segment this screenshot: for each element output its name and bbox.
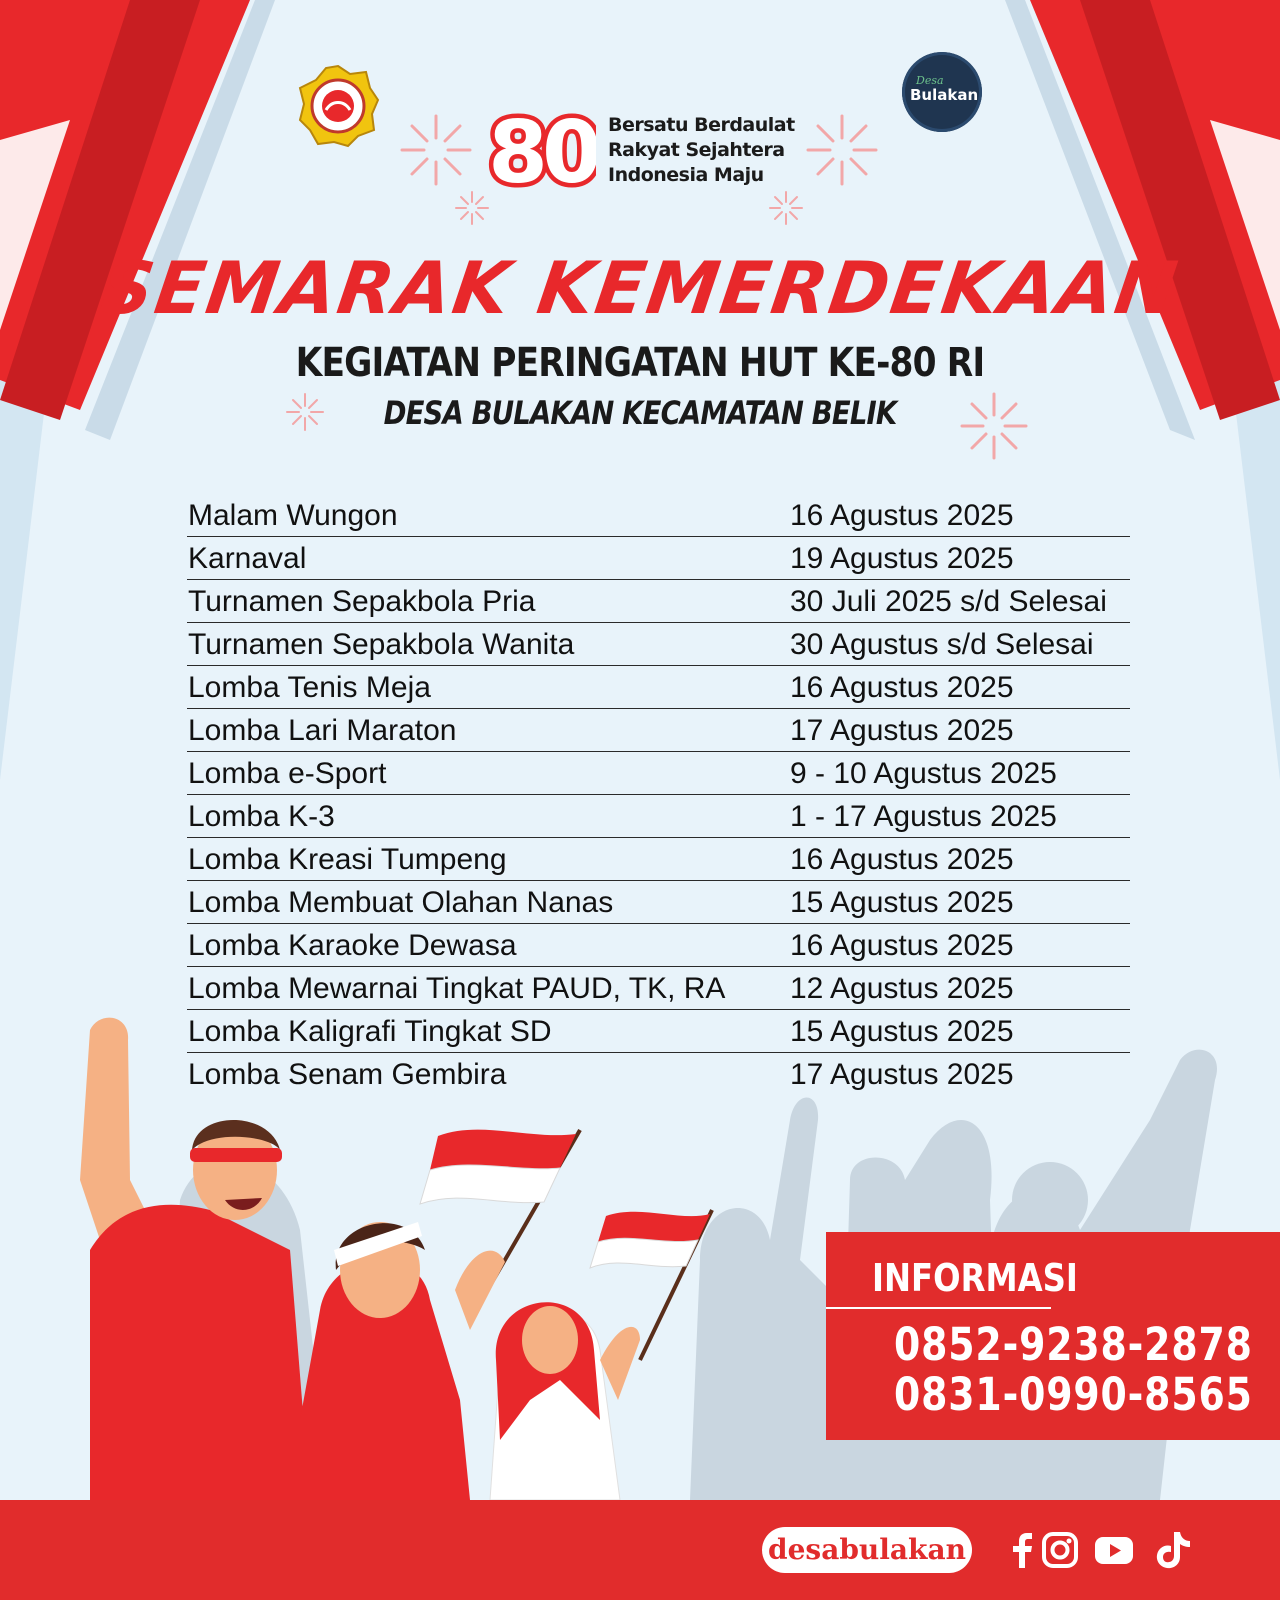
event-name: Turnamen Sepakbola Wanita [188, 628, 575, 661]
event-schedule [187, 494, 1130, 1095]
event-name: Lomba K-3 [188, 800, 335, 833]
schedule-row [187, 881, 1130, 924]
instagram-icon[interactable] [1038, 1528, 1082, 1572]
subtitle: KEGIATAN PERINGATAN HUT KE-80 RI [295, 340, 985, 386]
event-date: 17 Agustus 2025 [790, 714, 1014, 747]
schedule-row [187, 709, 1130, 752]
schedule-row [187, 795, 1130, 838]
schedule-row [187, 838, 1130, 881]
event-date: 16 Agustus 2025 [790, 843, 1014, 876]
event-date: 1 - 17 Agustus 2025 [790, 800, 1057, 833]
schedule-row [187, 1010, 1130, 1053]
event-name: Malam Wungon [188, 499, 398, 532]
schedule-row [187, 924, 1130, 967]
event-name: Lomba Lari Maraton [188, 714, 457, 747]
event-name: Lomba Karaoke Dewasa [188, 929, 517, 962]
footer-bar [0, 1500, 1280, 1600]
youtube-icon[interactable] [1092, 1528, 1136, 1572]
slogan-line: Bersatu Berdaulat [608, 114, 795, 136]
slogan-line: Indonesia Maju [608, 164, 764, 186]
schedule-row [187, 752, 1130, 795]
event-date: 16 Agustus 2025 [790, 499, 1014, 532]
event-name: Lomba Kaligrafi Tingkat SD [188, 1015, 552, 1048]
event-date: 12 Agustus 2025 [790, 972, 1014, 1005]
main-title: SEMARAK KEMERDEKAAN [96, 246, 1184, 330]
schedule-row [187, 666, 1130, 709]
info-divider [826, 1307, 1051, 1309]
event-date: 30 Juli 2025 s/d Selesai [790, 585, 1107, 618]
schedule-row [187, 623, 1130, 666]
regency-emblem-icon [296, 64, 380, 148]
phone-number: 0831-0990-8565 [894, 1368, 1253, 1421]
logo-name-text: Bulakan [910, 86, 979, 104]
event-date: 16 Agustus 2025 [790, 929, 1014, 962]
social-handle[interactable]: desabulakan [762, 1527, 972, 1573]
slogan-line: Rakyat Sejahtera [608, 139, 785, 161]
schedule-row [187, 537, 1130, 580]
location-subtitle: DESA BULAKAN KECAMATAN BELIK [383, 394, 897, 432]
event-name: Lomba Membuat Olahan Nanas [188, 886, 614, 919]
schedule-row [187, 494, 1130, 537]
desa-bulakan-logo [902, 52, 982, 132]
event-date: 30 Agustus s/d Selesai [790, 628, 1094, 661]
event-date: 15 Agustus 2025 [790, 886, 1014, 919]
event-name: Turnamen Sepakbola Pria [188, 585, 536, 618]
logo-80-text: 80 [488, 106, 596, 194]
event-date: 9 - 10 Agustus 2025 [790, 757, 1057, 790]
event-name: Karnaval [188, 542, 307, 575]
event-date: 15 Agustus 2025 [790, 1015, 1014, 1048]
tiktok-icon[interactable] [1150, 1528, 1194, 1572]
schedule-row [187, 1053, 1130, 1095]
schedule-row [187, 580, 1130, 623]
logo-desa-text: Desa [916, 74, 944, 87]
event-name: Lomba Kreasi Tumpeng [188, 843, 507, 876]
event-name: Lomba Tenis Meja [188, 671, 431, 704]
event-name: Lomba Senam Gembira [188, 1058, 507, 1091]
event-date: 17 Agustus 2025 [790, 1058, 1014, 1091]
event-date: 19 Agustus 2025 [790, 542, 1014, 575]
info-label: INFORMASI [872, 1256, 1078, 1300]
event-name: Lomba e-Sport [188, 757, 387, 790]
event-date: 16 Agustus 2025 [790, 671, 1014, 704]
schedule-row [187, 967, 1130, 1010]
event-name: Lomba Mewarnai Tingkat PAUD, TK, RA [188, 972, 726, 1005]
slogan [608, 113, 795, 188]
phone-number: 0852-9238-2878 [894, 1318, 1253, 1371]
hut-80-logo [488, 106, 596, 194]
